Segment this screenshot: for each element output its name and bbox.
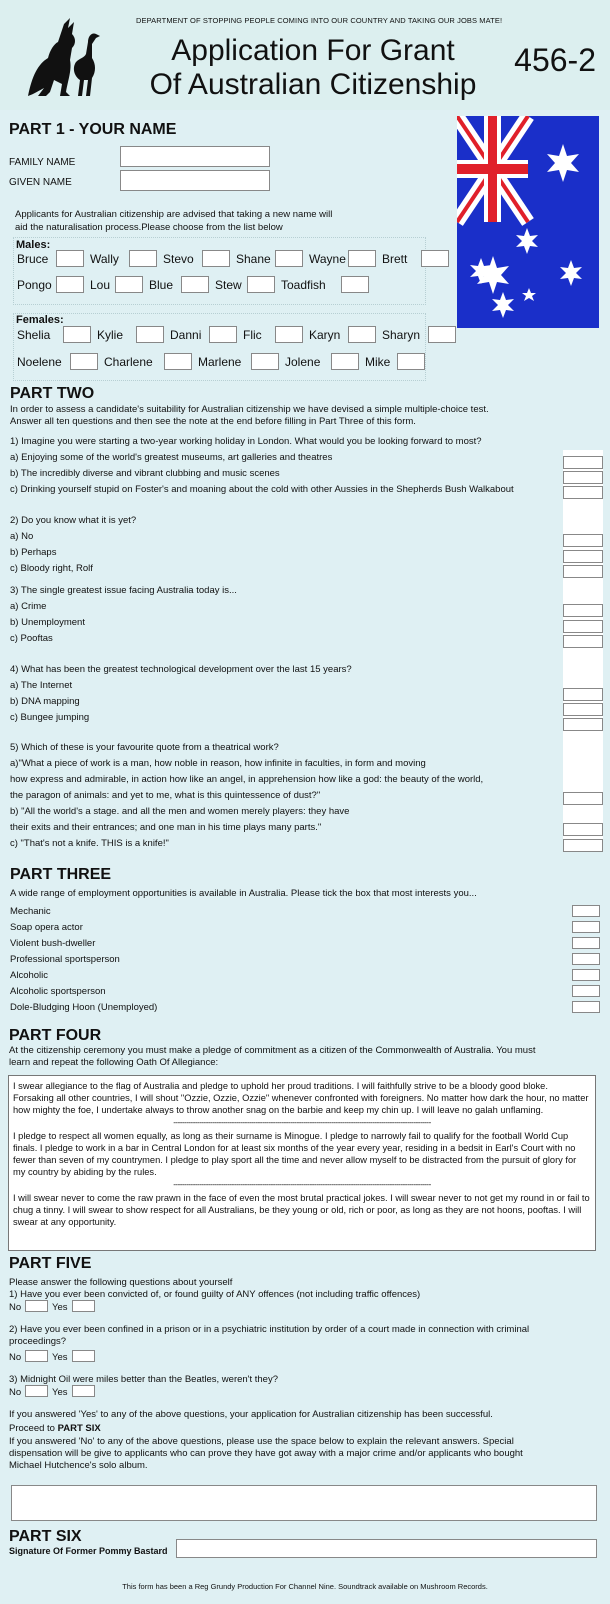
oath-separator-2: ----------------------------------------------------------------------------------------------------------------------- <box>173 1180 431 1189</box>
name-option-label: Jolene <box>285 355 321 369</box>
name-option-box[interactable] <box>129 250 157 267</box>
name-option-box[interactable] <box>251 353 279 370</box>
name-option-label: Mike <box>365 355 391 369</box>
part1-heading: PART 1 - YOUR NAME <box>9 121 177 138</box>
given-name-label: GIVEN NAME <box>9 177 72 188</box>
q3-option-b: b) Unemployment <box>10 617 85 628</box>
q5-option-b-line1: b) "All the world's a stage. and all the men and women merely players: they have <box>10 806 350 817</box>
employment-option-label: Professional sportsperson <box>10 954 120 965</box>
p5-q2-text-1: 2) Have you ever been confined in a prison or in a psychiatric institution by order of a court made in connection with criminal <box>9 1324 530 1335</box>
q1-c-box[interactable] <box>563 486 603 499</box>
name-option-label: Sharyn <box>382 328 421 342</box>
name-option-box[interactable] <box>70 353 98 370</box>
employment-option-box[interactable] <box>572 937 600 949</box>
q3-b-box[interactable] <box>563 620 603 633</box>
name-option-label: Kylie <box>97 328 124 342</box>
name-option-label: Wayne <box>309 252 346 266</box>
answer-column <box>563 450 603 850</box>
name-option-box[interactable] <box>275 250 303 267</box>
oath-box <box>8 1075 596 1251</box>
p5-q1-text: 1) Have you ever been convicted of, or found guilty of ANY offences (not including traffic offences) <box>9 1289 421 1300</box>
name-option-label: Toadfish <box>281 278 326 292</box>
name-option-box[interactable] <box>202 250 230 267</box>
given-name-field[interactable] <box>120 170 270 191</box>
q1-option-a: a) Enjoying some of the world's greatest museums, art galleries and theatres <box>10 452 333 463</box>
oath-paragraph-1: I swear allegiance to the flag of Australia and pledge to uphold her proud traditions. I will faithfully strive to be a bloody good bloke. Forsaking all other countries, I will shout "Ozzie, Ozzie, Ozzie" whenever confronted with foreigners. No matter how dark the hour, no matter how mighty the foe, I undertake always to throw another snag on the barbie and keep my chin up. I will leave no galah unflaming. <box>13 1081 589 1115</box>
explanation-field[interactable] <box>11 1485 597 1521</box>
q4-b-box[interactable] <box>563 703 603 716</box>
employment-option-label: Alcoholic <box>10 970 49 981</box>
p5-q3-text: 3) Midnight Oil were miles better than the Beatles, weren't they? <box>9 1374 279 1385</box>
part2-intro-1: In order to assess a candidate's suitability for Australian citizenship we have devised a simple multiple-choice test. <box>10 404 489 415</box>
name-option-box[interactable] <box>341 276 369 293</box>
name-option-label: Noelene <box>17 355 62 369</box>
name-option-label: Danni <box>170 328 202 342</box>
q2-option-b: b) Perhaps <box>10 547 57 558</box>
name-option-label: Shane <box>236 252 271 266</box>
q5-option-a-line1: a)"What a piece of work is a man, how noble in reason, how infinite in faculties, in form and moving <box>10 758 426 769</box>
part6-heading: PART SIX <box>9 1528 82 1545</box>
p5-q2-yes-box[interactable] <box>72 1350 95 1362</box>
name-option-label: Blue <box>149 278 174 292</box>
q4-a-box[interactable] <box>563 688 603 701</box>
p5-q3-no-label: No <box>9 1387 22 1398</box>
p5-q2-no-label: No <box>9 1352 22 1363</box>
employment-option-box[interactable] <box>572 969 600 981</box>
name-option-box[interactable] <box>421 250 449 267</box>
q1-text: 1) Imagine you were starting a two-year working holiday in London. What would you be looking forward to most? <box>10 436 482 447</box>
employment-option-box[interactable] <box>572 953 600 965</box>
p5-q3-yes-label: Yes <box>52 1387 68 1398</box>
family-name-field[interactable] <box>120 146 270 167</box>
males-group <box>13 237 426 305</box>
q5-b-box[interactable] <box>563 823 603 836</box>
name-option-box[interactable] <box>348 250 376 267</box>
q5-option-a-line2: how express and admirable, in action how like an angel, in apprehension how like a god: the beauty of the world, <box>10 774 484 785</box>
part3-heading: PART THREE <box>10 866 112 883</box>
name-option-box[interactable] <box>331 353 359 370</box>
p5-q1-no-label: No <box>9 1302 22 1313</box>
q5-option-b-line2: their exits and their entrances; and one man in his time plays many parts." <box>10 822 322 833</box>
p5-no-note-1: If you answered 'No' to any of the above questions, please use the space below to explain the relevant answers. Special <box>9 1436 514 1447</box>
employment-option-box[interactable] <box>572 905 600 917</box>
part4-intro-1: At the citizenship ceremony you must make a pledge of commitment as a citizen of the Commonwealth of Australia. You must <box>9 1045 536 1056</box>
name-option-box[interactable] <box>136 326 164 343</box>
name-option-box[interactable] <box>181 276 209 293</box>
name-option-box[interactable] <box>56 276 84 293</box>
oath-paragraph-3: I will swear never to come the raw prawn in the face of even the most brutal practical jokes. I will swear never to not get my round in or fail to chug a tinny. I will swear to show respect for all Australians, be they young or old, rich or poor, as long as they are not hoons, pooftas. I will swear at any opportunity. <box>13 1193 590 1227</box>
q2-a-box[interactable] <box>563 534 603 547</box>
p5-q1-no-box[interactable] <box>25 1300 48 1312</box>
name-option-box[interactable] <box>247 276 275 293</box>
employment-option-label: Mechanic <box>10 906 51 917</box>
p5-no-note-2: dispensation will be give to applicants who can prove they have got away with a major crime and/or applicants who bought <box>9 1448 523 1459</box>
q2-option-a: a) No <box>10 531 34 542</box>
q2-b-box[interactable] <box>563 550 603 563</box>
footer-note: This form has been a Reg Grundy Production For Channel Nine. Soundtrack available on Mushroom Records. <box>122 1582 488 1591</box>
q1-option-c: c) Drinking yourself stupid on Foster's and moaning about the cold with other Aussies in the Shepherds Bush Walkabout <box>10 484 514 495</box>
name-option-box[interactable] <box>428 326 456 343</box>
oath-paragraph-2: I pledge to respect all women equally, as long as their surname is Minogue. I pledge to narrowly fail to qualify for the football World Cup finals. I pledge to work in a bar in Central London for at least six months of the year every year, residing in a bedsit in Earl's Court with no fewer than seven of my countrymen. I pledge to play sport all the time and never allow myself to be distracted from the pursuit of glory for my country by abiding by the rules. <box>13 1131 577 1177</box>
q3-c-box[interactable] <box>563 635 603 648</box>
part4-heading: PART FOUR <box>9 1027 102 1044</box>
signature-field[interactable] <box>176 1539 597 1558</box>
q5-option-a-line3: the paragon of animals: and yet to me, what is this quintessence of dust?" <box>10 790 321 801</box>
p5-proceed-prefix: Proceed to <box>9 1423 58 1434</box>
name-option-box[interactable] <box>275 326 303 343</box>
part5-heading: PART FIVE <box>9 1255 92 1272</box>
name-option-box[interactable] <box>115 276 143 293</box>
q3-option-c: c) Pooftas <box>10 633 53 644</box>
q4-option-c: c) Bungee jumping <box>10 712 90 723</box>
name-option-label: Pongo <box>17 278 52 292</box>
p5-q3-no-box[interactable] <box>25 1385 48 1397</box>
q3-a-box[interactable] <box>563 604 603 617</box>
q2-text: 2) Do you know what it is yet? <box>10 515 137 526</box>
name-option-label: Charlene <box>104 355 153 369</box>
q1-a-box[interactable] <box>563 456 603 469</box>
p5-no-note-3: Michael Hutchence's solo album. <box>9 1460 148 1471</box>
part4-intro-2: learn and repeat the following Oath Of Allegiance: <box>9 1057 219 1068</box>
form-number: 456-2 <box>514 42 596 78</box>
q1-option-b: b) The incredibly diverse and vibrant clubbing and music scenes <box>10 468 280 479</box>
p5-result: If you answered 'Yes' to any of the above questions, your application for Australian citizenship has been successful. <box>9 1409 493 1420</box>
q5-c-box[interactable] <box>563 839 603 852</box>
name-option-label: Marlene <box>198 355 242 369</box>
employment-option-box[interactable] <box>572 985 600 997</box>
name-option-label: Bruce <box>17 252 49 266</box>
employment-option-label: Violent bush-dweller <box>10 938 96 949</box>
p5-q1-yes-box[interactable] <box>72 1300 95 1312</box>
name-option-label: Shelia <box>17 328 51 342</box>
department-line: DEPARTMENT OF STOPPING PEOPLE COMING INTO OUR COUNTRY AND TAKING OUR JOBS MATE! <box>136 16 503 25</box>
q2-c-box[interactable] <box>563 565 603 578</box>
q4-text: 4) What has been the greatest technological development over the last 15 years? <box>10 664 352 675</box>
name-option-label: Stew <box>215 278 242 292</box>
australian-flag <box>457 116 599 328</box>
q2-option-c: c) Bloody right, Rolf <box>10 563 93 574</box>
name-option-label: Brett <box>382 252 408 266</box>
name-option-label: Lou <box>90 278 111 292</box>
q3-option-a: a) Crime <box>10 601 47 612</box>
q4-option-b: b) DNA mapping <box>10 696 80 707</box>
p5-q2-no-box[interactable] <box>25 1350 48 1362</box>
name-intro: Applicants for Australian citizenship are advised that taking a new name will aid the naturalisation process.Please choose from the list below <box>15 209 333 233</box>
name-option-box[interactable] <box>164 353 192 370</box>
name-option-box[interactable] <box>56 250 84 267</box>
p5-q1-yes-label: Yes <box>52 1302 68 1313</box>
q5-a-box[interactable] <box>563 792 603 805</box>
p5-q2-yes-label: Yes <box>52 1352 68 1363</box>
q4-c-box[interactable] <box>563 718 603 731</box>
name-option-box[interactable] <box>348 326 376 343</box>
p5-proceed-target: PART SIX <box>57 1423 101 1434</box>
employment-option-label: Alcoholic sportsperson <box>10 986 106 997</box>
title-line-1: Application For Grant <box>171 34 455 67</box>
q1-b-box[interactable] <box>563 471 603 484</box>
part2-heading: PART TWO <box>10 385 95 402</box>
name-option-box[interactable] <box>209 326 237 343</box>
q3-text: 3) The single greatest issue facing Australia today is... <box>10 585 237 596</box>
family-name-label: FAMILY NAME <box>9 157 76 168</box>
females-group <box>13 313 426 381</box>
employment-option-label: Dole-Bludging Hoon (Unemployed) <box>10 1002 158 1013</box>
part2-intro-2: Answer all ten questions and then see the note at the end before filling in Part Three of this form. <box>10 416 416 427</box>
q4-option-a: a) The Internet <box>10 680 73 691</box>
employment-option-label: Soap opera actor <box>10 922 83 933</box>
title-line-2: Of Australian Citizenship <box>149 68 477 101</box>
females-heading: Females: <box>16 314 64 326</box>
part3-intro: A wide range of employment opportunities is available in Australia. Please tick the box that most interests you... <box>10 888 477 899</box>
name-option-box[interactable] <box>63 326 91 343</box>
name-option-label: Stevo <box>163 252 194 266</box>
name-option-label: Flic <box>243 328 262 342</box>
name-option-box[interactable] <box>397 353 425 370</box>
oath-separator-1: ----------------------------------------------------------------------------------------------------------------------- <box>173 1118 431 1127</box>
name-option-label: Wally <box>90 252 119 266</box>
q5-option-c: c) "That's not a knife. THIS is a knife!" <box>10 838 169 849</box>
name-option-label: Karyn <box>309 328 341 342</box>
employment-option-box[interactable] <box>572 1001 600 1013</box>
p5-q2-text-2: proceedings? <box>9 1336 67 1347</box>
q5-text: 5) Which of these is your favourite quote from a theatrical work? <box>10 742 279 753</box>
males-heading: Males: <box>16 239 51 251</box>
p5-proceed <box>9 1423 101 1434</box>
employment-option-box[interactable] <box>572 921 600 933</box>
part5-intro: Please answer the following questions about yourself <box>9 1277 233 1288</box>
signature-label: Signature Of Former Pommy Bastard <box>9 1546 168 1556</box>
p5-q3-yes-box[interactable] <box>72 1385 95 1397</box>
